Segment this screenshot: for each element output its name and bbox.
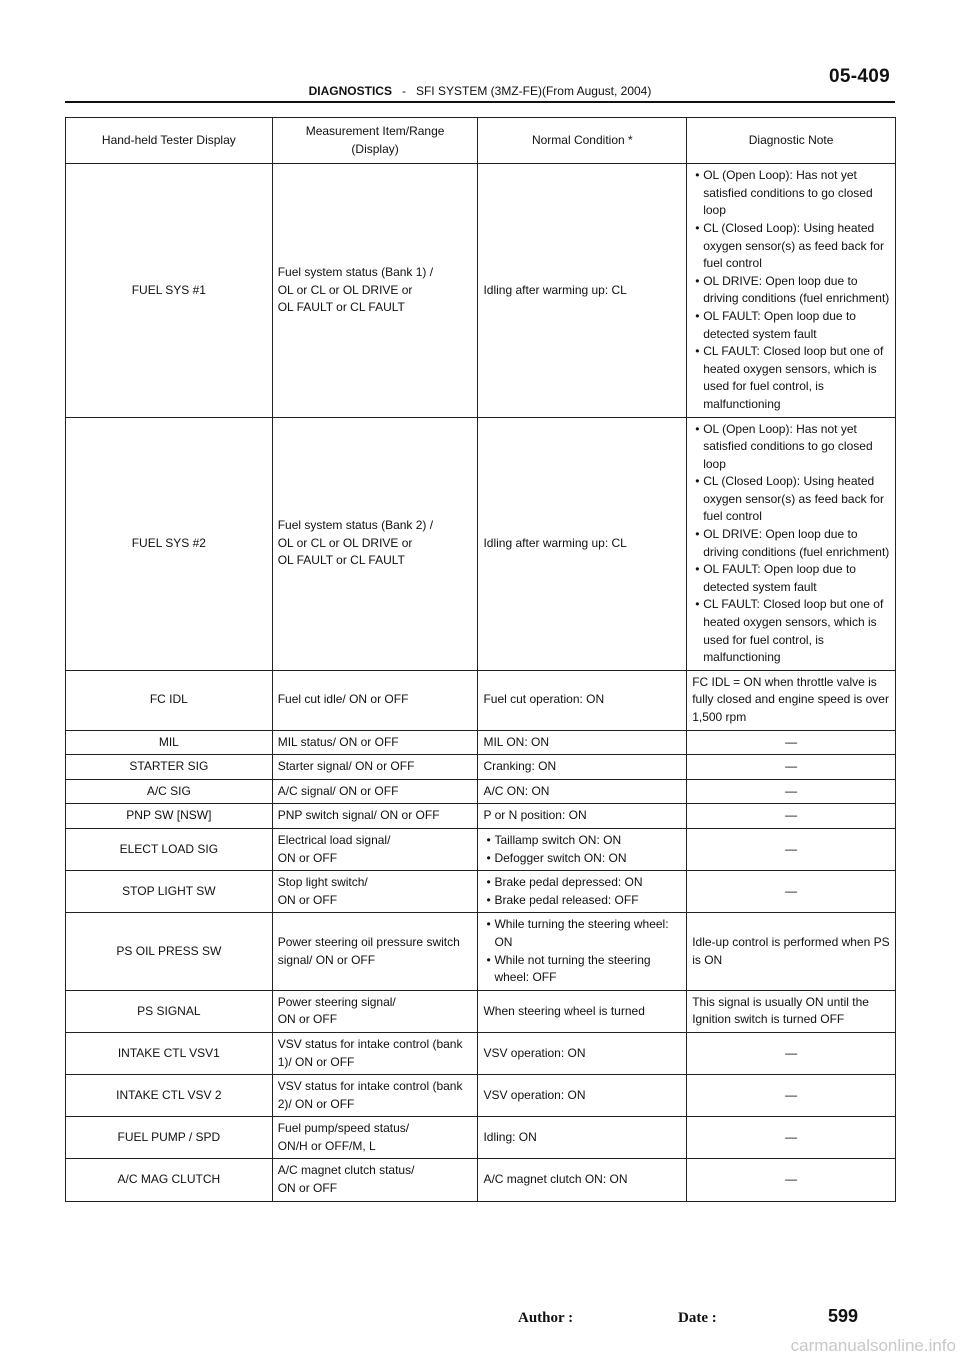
diagnostic-note-cell xyxy=(687,779,896,804)
measurement-item-cell xyxy=(272,755,478,780)
measurement-item-line: OL or CL or OL DRIVE or xyxy=(277,535,413,550)
measurement-item-line: OL or CL or OL DRIVE or xyxy=(277,282,413,297)
tester-display-cell: FUEL SYS #2 xyxy=(66,417,273,670)
measurement-item-cell xyxy=(272,779,478,804)
measurement-item-cell xyxy=(272,990,478,1032)
note-list xyxy=(692,167,890,413)
normal-condition-cell xyxy=(478,804,687,829)
tester-display-cell: FUEL PUMP / SPD xyxy=(66,1117,273,1159)
table-row xyxy=(66,1117,896,1159)
note-item: • OL FAULT: Open loop due to detected system fault xyxy=(692,561,890,596)
measurement-item-cell xyxy=(272,1159,478,1201)
subsection-name: SFI SYSTEM (3MZ-FE)(From August, 2004) xyxy=(415,84,652,98)
table-header-row xyxy=(66,118,896,164)
no-note-dash: — xyxy=(785,783,798,798)
measurement-item-cell xyxy=(272,730,478,755)
measurement-item-line: OL FAULT or CL FAULT xyxy=(277,553,405,568)
condition-text: Idling after warming up: CL xyxy=(483,282,627,297)
condition-list xyxy=(483,832,681,867)
note-list xyxy=(692,421,890,667)
measurement-item-line: A/C magnet clutch status/ xyxy=(277,1163,415,1178)
tester-display-cell: ELECT LOAD SIG xyxy=(66,828,273,870)
tester-display-cell: MIL xyxy=(66,730,273,755)
note-text: This signal is usually ON until the Ignition switch is turned OFF xyxy=(692,994,869,1027)
condition-text: When steering wheel is turned xyxy=(483,1003,645,1018)
normal-condition-cell xyxy=(478,1075,687,1117)
table-row xyxy=(66,828,896,870)
column-header-display: Hand-held Tester Display xyxy=(66,118,273,164)
author-label: Author : xyxy=(518,1310,574,1326)
no-note-dash: — xyxy=(785,808,798,823)
section-separator: - xyxy=(401,84,406,98)
section-name: DIAGNOSTICS xyxy=(308,84,392,98)
table-row xyxy=(66,670,896,730)
header-rule xyxy=(65,101,895,103)
diagnostic-note-cell xyxy=(687,804,896,829)
diagnostic-note-cell xyxy=(687,1117,896,1159)
measurement-item-line: Power steering oil pressure switch signal/ ON or OFF xyxy=(277,934,460,967)
measurement-item-line: A/C signal/ ON or OFF xyxy=(277,783,399,798)
normal-condition-cell xyxy=(478,755,687,780)
diagnostic-note-cell xyxy=(687,670,896,730)
normal-condition-cell xyxy=(478,779,687,804)
diagnostic-note-cell xyxy=(687,1032,896,1074)
diagnostic-note-cell xyxy=(687,871,896,913)
table-row xyxy=(66,1075,896,1117)
table-row xyxy=(66,804,896,829)
tester-display-cell: INTAKE CTL VSV 2 xyxy=(66,1075,273,1117)
condition-text: A/C ON: ON xyxy=(483,783,550,798)
tester-display-cell: INTAKE CTL VSV1 xyxy=(66,1032,273,1074)
note-text: Idle-up control is performed when PS is ON xyxy=(692,934,890,967)
diagnostic-note-cell xyxy=(687,990,896,1032)
normal-condition-cell xyxy=(478,990,687,1032)
table-row xyxy=(66,1032,896,1074)
watermark: carmanualsonline.info xyxy=(790,1336,956,1355)
diagnostic-table xyxy=(65,117,896,1202)
measurement-item-line: Power steering signal/ xyxy=(277,994,396,1009)
normal-condition-cell xyxy=(478,164,687,417)
measurement-item-line: ON/H or OFF/M, L xyxy=(277,1138,376,1153)
measurement-item-line: Stop light switch/ xyxy=(277,875,368,890)
measurement-item-cell xyxy=(272,871,478,913)
note-text: FC IDL = ON when throttle valve is fully closed and engine speed is over 1,500 rpm xyxy=(692,674,889,724)
table-row xyxy=(66,1159,896,1201)
diagnostic-note-cell xyxy=(687,755,896,780)
condition-item: • Brake pedal released: OFF xyxy=(483,892,681,910)
table-row xyxy=(66,779,896,804)
measurement-item-line: ON or OFF xyxy=(277,1012,338,1027)
no-note-dash: — xyxy=(785,1087,798,1102)
condition-text: MIL ON: ON xyxy=(483,734,550,749)
note-item: • CL (Closed Loop): Using heated oxygen sensor(s) as feed back for fuel control xyxy=(692,220,890,273)
measurement-item-line: Starter signal/ ON or OFF xyxy=(277,759,415,774)
date-label: Date : xyxy=(678,1310,717,1326)
normal-condition-cell xyxy=(478,1032,687,1074)
note-item: • CL (Closed Loop): Using heated oxygen sensor(s) as feed back for fuel control xyxy=(692,473,890,526)
table-row xyxy=(66,730,896,755)
measurement-item-line: VSV status for intake control (bank 2)/ ON or OFF xyxy=(277,1079,463,1111)
measurement-item-line: VSV status for intake control (bank 1)/ ON or OFF xyxy=(277,1036,463,1069)
table-row xyxy=(66,417,896,670)
page-number: 05-409 xyxy=(829,66,890,87)
note-item: • CL FAULT: Closed loop but one of heated oxygen sensors, which is used for fuel control, is malfunctioning xyxy=(692,343,890,413)
no-note-dash: — xyxy=(785,841,798,856)
diagnostic-note-cell xyxy=(687,913,896,990)
note-item: • OL FAULT: Open loop due to detected system fault xyxy=(692,308,890,343)
measurement-item-line: Fuel system status (Bank 1) / xyxy=(277,264,434,279)
measurement-item-line: OL FAULT or CL FAULT xyxy=(277,300,405,315)
measurement-item-cell xyxy=(272,1075,478,1117)
column-header-note: Diagnostic Note xyxy=(687,118,896,164)
measurement-item-line: PNP switch signal/ ON or OFF xyxy=(277,808,440,823)
diagnostic-note-cell xyxy=(687,1075,896,1117)
note-item: • OL DRIVE: Open loop due to driving conditions (fuel enrichment) xyxy=(692,273,890,308)
condition-text: Idling: ON xyxy=(483,1130,537,1145)
measurement-item-cell xyxy=(272,1117,478,1159)
measurement-item-line: ON or OFF xyxy=(277,1181,338,1196)
condition-text: Cranking: ON xyxy=(483,759,557,774)
page-header xyxy=(65,58,895,103)
table-row xyxy=(66,164,896,417)
measurement-item-cell xyxy=(272,417,478,670)
condition-item: • Defogger switch ON: ON xyxy=(483,850,681,868)
condition-item: • Brake pedal depressed: ON xyxy=(483,874,681,892)
condition-item: • While not turning the steering wheel: OFF xyxy=(483,952,681,987)
no-note-dash: — xyxy=(785,883,798,898)
table-body xyxy=(66,164,896,1201)
condition-list xyxy=(483,916,681,986)
condition-item: • Taillamp switch ON: ON xyxy=(483,832,681,850)
no-note-dash: — xyxy=(785,1045,798,1060)
no-note-dash: — xyxy=(785,734,798,749)
tester-display-cell: A/C MAG CLUTCH xyxy=(66,1159,273,1201)
no-note-dash: — xyxy=(785,759,798,774)
measurement-item-cell xyxy=(272,804,478,829)
normal-condition-cell xyxy=(478,730,687,755)
measurement-item-line: ON or OFF xyxy=(277,892,338,907)
column-header-condition: Normal Condition * xyxy=(478,118,687,164)
diagnostic-note-cell xyxy=(687,1159,896,1201)
note-item: • CL FAULT: Closed loop but one of heated oxygen sensors, which is used for fuel control, is malfunctioning xyxy=(692,596,890,666)
measurement-item-line: Fuel cut idle/ ON or OFF xyxy=(277,692,409,707)
diagnostic-note-cell xyxy=(687,828,896,870)
condition-text: P or N position: ON xyxy=(483,808,587,823)
condition-text: Fuel cut operation: ON xyxy=(483,692,605,707)
tester-display-cell: STOP LIGHT SW xyxy=(66,871,273,913)
measurement-item-cell xyxy=(272,164,478,417)
note-item: • OL DRIVE: Open loop due to driving conditions (fuel enrichment) xyxy=(692,526,890,561)
no-note-dash: — xyxy=(785,1172,798,1187)
normal-condition-cell xyxy=(478,913,687,990)
condition-text: VSV operation: ON xyxy=(483,1045,586,1060)
condition-text: A/C magnet clutch ON: ON xyxy=(483,1172,628,1187)
tester-display-cell: PNP SW [NSW] xyxy=(66,804,273,829)
tester-display-cell: PS OIL PRESS SW xyxy=(66,913,273,990)
tester-display-cell: FC IDL xyxy=(66,670,273,730)
measurement-item-line: ON or OFF xyxy=(277,850,338,865)
normal-condition-cell xyxy=(478,1117,687,1159)
column-header-measurement xyxy=(272,118,478,164)
measurement-item-cell xyxy=(272,828,478,870)
tester-display-cell: FUEL SYS #1 xyxy=(66,164,273,417)
column-header-measurement-line2: (Display) xyxy=(351,141,399,156)
measurement-item-cell xyxy=(272,670,478,730)
tester-display-cell: A/C SIG xyxy=(66,779,273,804)
measurement-item-line: Fuel pump/speed status/ xyxy=(277,1121,410,1136)
normal-condition-cell xyxy=(478,871,687,913)
measurement-item-line: MIL status/ ON or OFF xyxy=(277,734,399,749)
no-note-dash: — xyxy=(785,1130,798,1145)
diagnostic-note-cell xyxy=(687,730,896,755)
tester-display-cell: STARTER SIG xyxy=(66,755,273,780)
section-title xyxy=(65,84,895,98)
measurement-item-line: Fuel system status (Bank 2) / xyxy=(277,518,434,533)
normal-condition-cell xyxy=(478,670,687,730)
table-row xyxy=(66,913,896,990)
normal-condition-cell xyxy=(478,1159,687,1201)
footer-page-number: 599 xyxy=(828,1306,859,1326)
condition-text: VSV operation: ON xyxy=(483,1087,586,1102)
note-item: • OL (Open Loop): Has not yet satisfied conditions to go closed loop xyxy=(692,421,890,474)
table-row xyxy=(66,871,896,913)
condition-item: • While turning the steering wheel: ON xyxy=(483,916,681,951)
normal-condition-cell xyxy=(478,828,687,870)
measurement-item-cell xyxy=(272,913,478,990)
condition-list xyxy=(483,874,681,909)
condition-text: Idling after warming up: CL xyxy=(483,535,627,550)
diagnostic-note-cell xyxy=(687,417,896,670)
measurement-item-cell xyxy=(272,1032,478,1074)
tester-display-cell: PS SIGNAL xyxy=(66,990,273,1032)
table-row xyxy=(66,990,896,1032)
column-header-measurement-line1: Measurement Item/Range xyxy=(305,124,445,138)
normal-condition-cell xyxy=(478,417,687,670)
table-row xyxy=(66,755,896,780)
measurement-item-line: Electrical load signal/ xyxy=(277,832,391,847)
note-item: • OL (Open Loop): Has not yet satisfied conditions to go closed loop xyxy=(692,167,890,220)
diagnostic-note-cell xyxy=(687,164,896,417)
